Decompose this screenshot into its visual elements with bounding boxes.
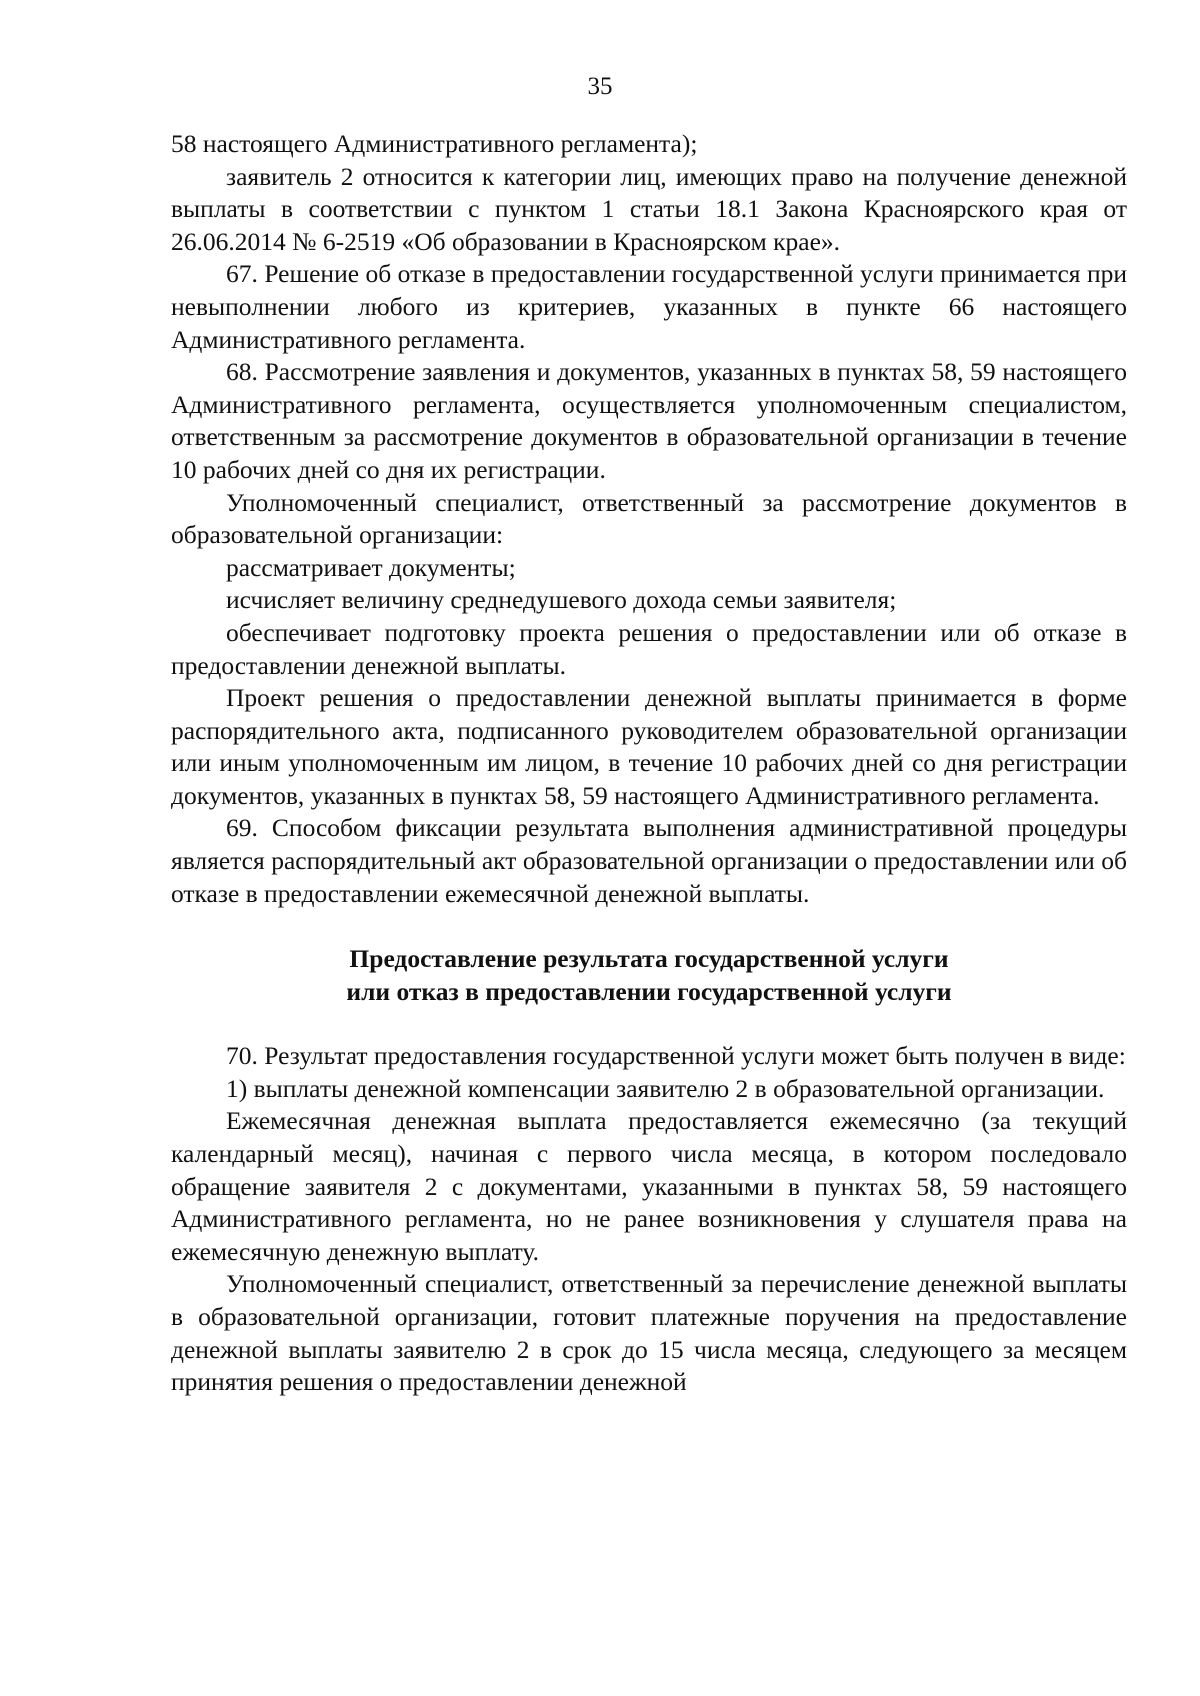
paragraph: Уполномоченный специалист, ответственный за рассмотрение документов в образовательной организации: <box>171 487 1127 550</box>
document-body <box>171 128 1127 1399</box>
paragraph-68: 68. Рассмотрение заявления и документов, указанных в пунктах 58, 59 настоящего Административного регламента, осуществляется уполномоченным специалистом, ответственным за рассмотрение документов в образовательной организации в течение 10 рабочих дней со дня их регистрации. <box>171 357 1127 484</box>
paragraph: заявитель 2 относится к категории лиц, имеющих право на получение денежной выплаты в соответствии с пунктом 1 статьи 18.1 Закона Красноярского края от 26.06.2014 № 6-2519 «Об образовании в Красноярском крае». <box>171 161 1127 256</box>
paragraph-69: 69. Способом фиксации результата выполнения административной процедуры является распорядительный акт образовательной организации о предоставлении или об отказе в предоставлении ежемесячной денежной выплаты. <box>171 813 1127 908</box>
paragraph: Проект решения о предоставлении денежной выплаты принимается в форме распорядительного акта, подписанного руководителем образовательной организации или иным уполномоченным им лицом, в течение 10 рабочих дней со дня регистрации документов, указанных в пунктах 58, 59 настоящего Административного регламента. <box>171 683 1127 810</box>
section-heading-line: Предоставление результата государственной услуги <box>349 944 949 974</box>
paragraph: исчисляет величину среднедушевого дохода семьи заявителя; <box>226 585 897 615</box>
section-heading <box>171 942 1127 1008</box>
section-spacer <box>171 1008 1127 1040</box>
paragraph: Уполномоченный специалист, ответственный за перечисление денежной выплаты в образовательной организации, готовит платежные поручения на предоставление денежной выплаты заявителю 2 в срок до 15 числа месяца, следующего за месяцем принятия решения о предоставлении денежной <box>171 1269 1127 1397</box>
body-section-top <box>171 128 1127 910</box>
paragraph-70: 70. Результат предоставления государственной услуги может быть получен в виде: <box>226 1041 1126 1071</box>
section-spacer <box>171 910 1127 942</box>
paragraph-67: 67. Решение об отказе в предоставлении государственной услуги принимается при невыполнении любого из критериев, указанных в пункте 66 настоящего Административного регламента. <box>171 259 1127 354</box>
paragraph: рассматривает документы; <box>226 552 516 582</box>
paragraph: 58 настоящего Административного регламента); <box>171 129 698 158</box>
paragraph: обеспечивает подготовку проекта решения о предоставлении или об отказе в предоставлении денежной выплаты. <box>171 617 1127 680</box>
section-heading-line: или отказ в предоставлении государственной услуги <box>346 977 952 1007</box>
body-section-bottom <box>171 1040 1127 1399</box>
paragraph: Ежемесячная денежная выплата предоставляется ежемесячно (за текущий календарный месяц), начиная с первого числа месяца, в котором последовало обращение заявителя 2 с документами, указанными в пунктах 58, 59 настоящего Административного регламента, но не ранее возникновения у слушателя права на ежемесячную денежную выплату. <box>171 1106 1127 1266</box>
page-number: 35 <box>587 73 613 100</box>
paragraph: 1) выплаты денежной компенсации заявителю 2 в образовательной организации. <box>226 1073 1105 1103</box>
